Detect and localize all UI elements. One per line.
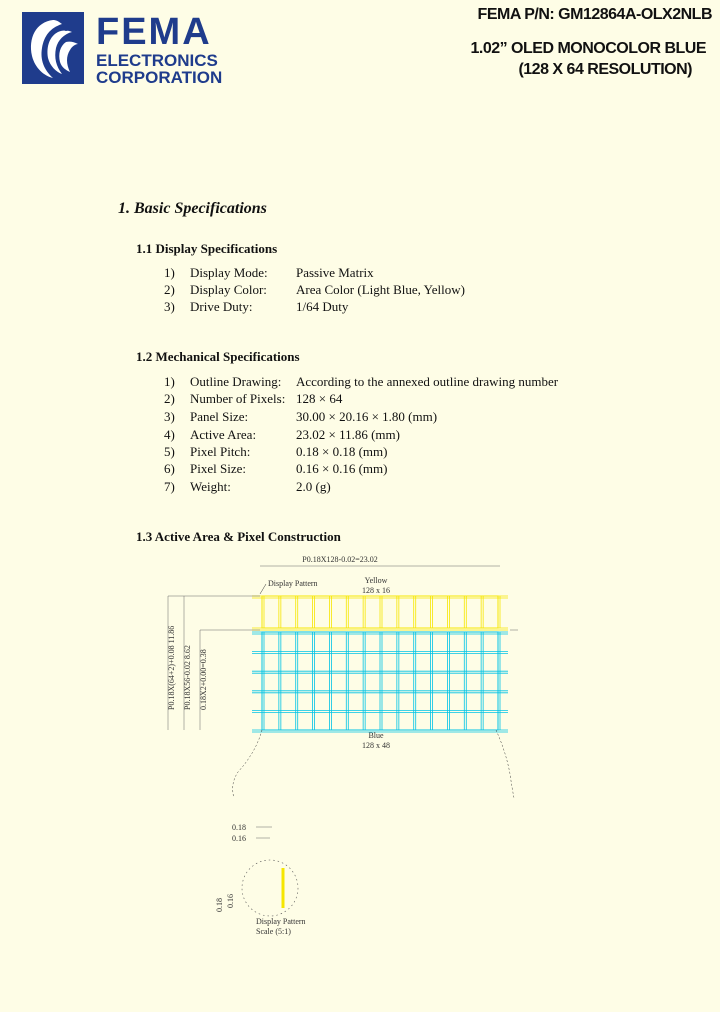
right-callout-line [496,730,514,798]
active-area-drawing [160,552,540,942]
detail-pitch-label: 0.18 [232,823,246,832]
detail-scale: Scale (5:1) [256,927,291,936]
section-title: 1. Basic Specifications [118,200,267,217]
yellow-pixel-area [252,596,508,630]
detail-size-vertical: 0.16 [226,894,235,908]
left-dimension-1: P0.18X(64+2)+0.08 11.86 [167,625,176,710]
detail-magnifier-circle [242,860,298,916]
blue-area-label: Blue [368,731,384,740]
left-dimension-2: P0.18X56-0.02 8.62 [183,645,192,710]
company-logo [22,12,234,86]
blue-pixel-area [252,632,508,732]
left-callout-line [233,730,262,798]
product-description: 1.02” OLED MONOCOLOR BLUE [470,40,706,57]
eagle-emblem-icon [22,12,84,84]
logo-line3: CORPORATION [96,68,223,87]
logo-name: FEMA [96,11,212,53]
yellow-area-label: Yellow [364,576,388,585]
yellow-area-size: 128 x 16 [362,586,390,595]
product-resolution: (128 X 64 RESOLUTION) [518,61,692,78]
detail-title: Display Pattern [256,917,306,926]
blue-area-size: 128 x 48 [362,741,390,750]
logo-line2: ELECTRONICS [96,51,218,70]
detail-size-label: 0.16 [232,834,246,843]
display-specs-heading: 1.1 Display Specifications [136,241,278,256]
left-dimension-3: 0.18X2+0.00=0.38 [199,649,208,710]
detail-pitch-vertical: 0.18 [215,898,224,912]
mechanical-specs-heading: 1.2 Mechanical Specifications [136,349,300,364]
top-dimension-label: P0.18X128-0.02=23.02 [302,555,378,564]
part-number: FEMA P/N: GM12864A-OLX2NLB [477,6,712,23]
display-pattern-callout: Display Pattern [268,579,318,588]
active-area-heading: 1.3 Active Area & Pixel Construction [136,529,341,544]
